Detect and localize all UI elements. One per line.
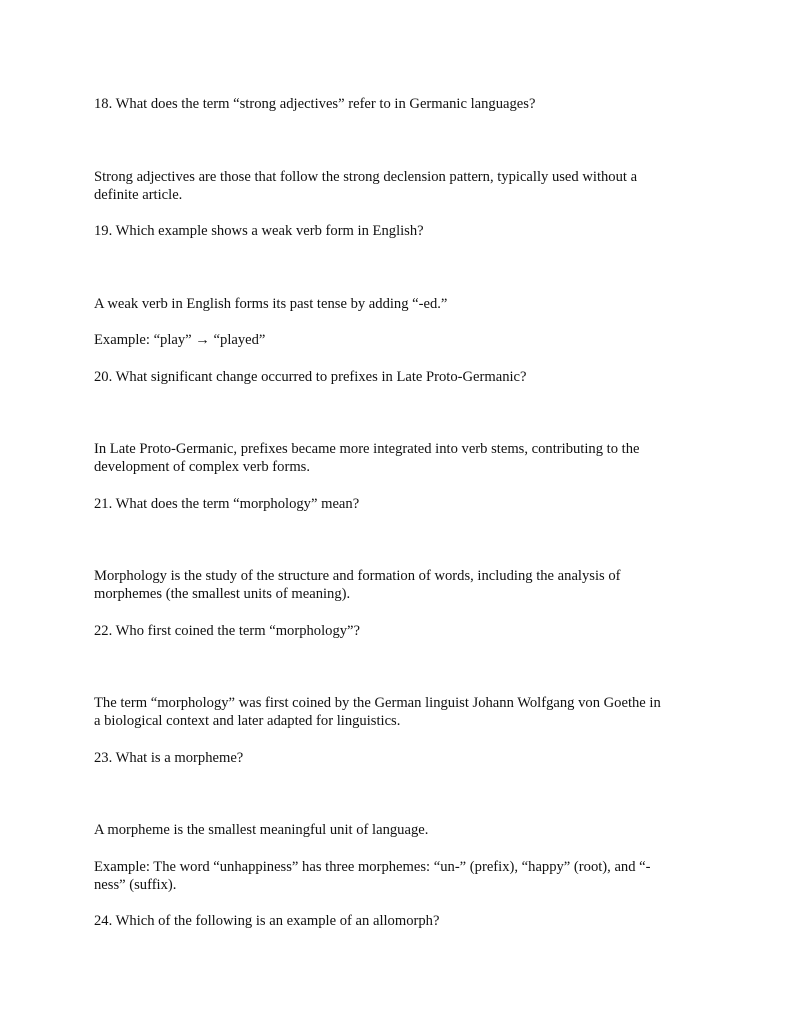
answer-21-line-1: Morphology is the study of the structure and formation of words, including the analysis of <box>94 568 621 584</box>
question-24: 24. Which of the following is an example of an allomorph? <box>94 913 440 929</box>
answer-20-line-1: In Late Proto-Germanic, prefixes became more integrated into verb stems, contributing to the <box>94 441 640 457</box>
example-19: Example: “play” → “played” <box>94 332 266 348</box>
answer-22-line-1: The term “morphology” was first coined by the German linguist Johann Wolfgang von Goethe in <box>94 695 661 711</box>
question-18: 18. What does the term “strong adjectives” refer to in Germanic languages? <box>94 96 536 112</box>
question-23: 23. What is a morpheme? <box>94 750 244 766</box>
example-23-line-2: ness” (suffix). <box>94 877 177 893</box>
question-19: 19. Which example shows a weak verb form in English? <box>94 223 424 239</box>
answer-18-line-1: Strong adjectives are those that follow the strong declension pattern, typically used without a <box>94 169 638 185</box>
question-20: 20. What significant change occurred to prefixes in Late Proto-Germanic? <box>94 369 527 385</box>
answer-20-line-2: development of complex verb forms. <box>94 459 311 475</box>
answer-19: A weak verb in English forms its past tense by adding “-ed.” <box>94 296 448 312</box>
answer-21-line-2: morphemes (the smallest units of meaning). <box>94 586 351 602</box>
example-23-line-1: Example: The word “unhappiness” has three morphemes: “un-” (prefix), “happy” (root), and “- <box>94 859 651 875</box>
answer-22-line-2: a biological context and later adapted for linguistics. <box>94 713 401 729</box>
question-21: 21. What does the term “morphology” mean? <box>94 496 360 512</box>
answer-23: A morpheme is the smallest meaningful unit of language. <box>94 822 429 838</box>
answer-18-line-2: definite article. <box>94 187 183 203</box>
question-22: 22. Who first coined the term “morphology”? <box>94 623 360 639</box>
